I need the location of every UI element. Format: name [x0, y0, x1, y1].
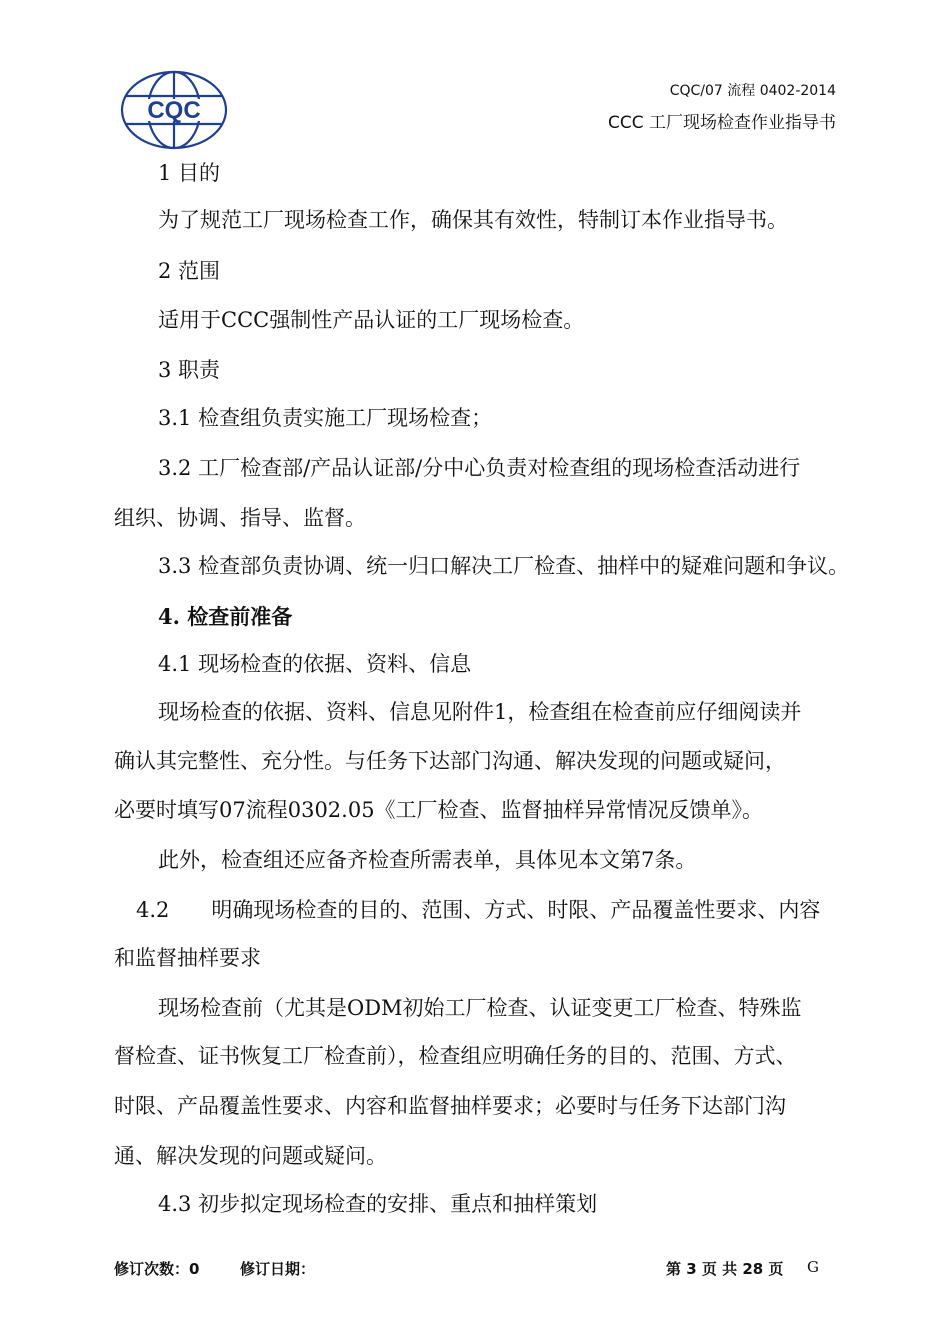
- body-text-line: 现场检查的依据、资料、信息见附件1，检查组在检查前应仔细阅读并: [158, 700, 802, 724]
- page-number: 第 3 页 共 28 页: [666, 1260, 784, 1278]
- body-text-line: 必要时填写07流程0302.05《工厂检查、监督抽样异常情况反馈单》。: [114, 798, 764, 822]
- body-text-line: 为了规范工厂现场检查工作，确保其有效性，特制订本作业指导书。: [158, 208, 788, 232]
- body-text-line: 4.3 初步拟定现场检查的安排、重点和抽样策划: [158, 1192, 598, 1216]
- body-text-line: 督检查、证书恢复工厂检查前），检查组应明确任务的目的、范围、方式、: [114, 1044, 797, 1068]
- revision-date: 修订日期：: [240, 1260, 316, 1278]
- body-text-line: 现场检查前（尤其是ODM初始工厂检查、认证变更工厂检查、特殊监: [158, 996, 802, 1020]
- body-text-line: 3.1 检查组负责实施工厂现场检查；: [158, 406, 493, 430]
- logo-text: CQC: [147, 97, 201, 124]
- body-text-line: 4.1 现场检查的依据、资料、信息: [158, 652, 472, 676]
- body-text-line: 3.2 工厂检查部/产品认证部/分中心负责对检查组的现场检查活动进行: [158, 456, 801, 480]
- document-code: CQC/07 流程 0402-2014: [669, 83, 836, 99]
- document-title: CCC 工厂现场检查作业指导书: [607, 113, 836, 133]
- body-text-line: 适用于CCC强制性产品认证的工厂现场检查。: [158, 308, 585, 332]
- section-heading: 4. 检查前准备: [158, 604, 293, 629]
- body-text-line: 2 范围: [158, 259, 221, 283]
- body-text-line: 确认其完整性、充分性。与任务下达部门沟通、解决发现的问题或疑问，: [114, 749, 786, 773]
- body-text-line: 通、解决发现的问题或疑问。: [114, 1144, 387, 1168]
- body-text-line: 和监督抽样要求: [114, 946, 261, 970]
- body-text-line: 3.3 检查部负责协调、统一归口解决工厂检查、抽样中的疑难问题和争议。: [158, 554, 850, 578]
- cqc-logo: [118, 68, 230, 152]
- body-text-line: 组织、协调、指导、监督。: [114, 506, 366, 530]
- page-mark: G: [807, 1258, 819, 1276]
- body-text-line: 3 职责: [158, 358, 221, 382]
- body-text-line: 1 目的: [158, 161, 221, 185]
- body-text-line: 时限、产品覆盖性要求、内容和监督抽样要求；必要时与任务下达部门沟: [114, 1094, 786, 1118]
- body-text-line: 此外，检查组还应备齐检查所需表单，具体见本文第7条。: [158, 848, 697, 872]
- revision-count: 修订次数：0: [114, 1260, 200, 1278]
- body-text-line: 4.2 明确现场检查的目的、范围、方式、时限、产品覆盖性要求、内容: [136, 898, 821, 922]
